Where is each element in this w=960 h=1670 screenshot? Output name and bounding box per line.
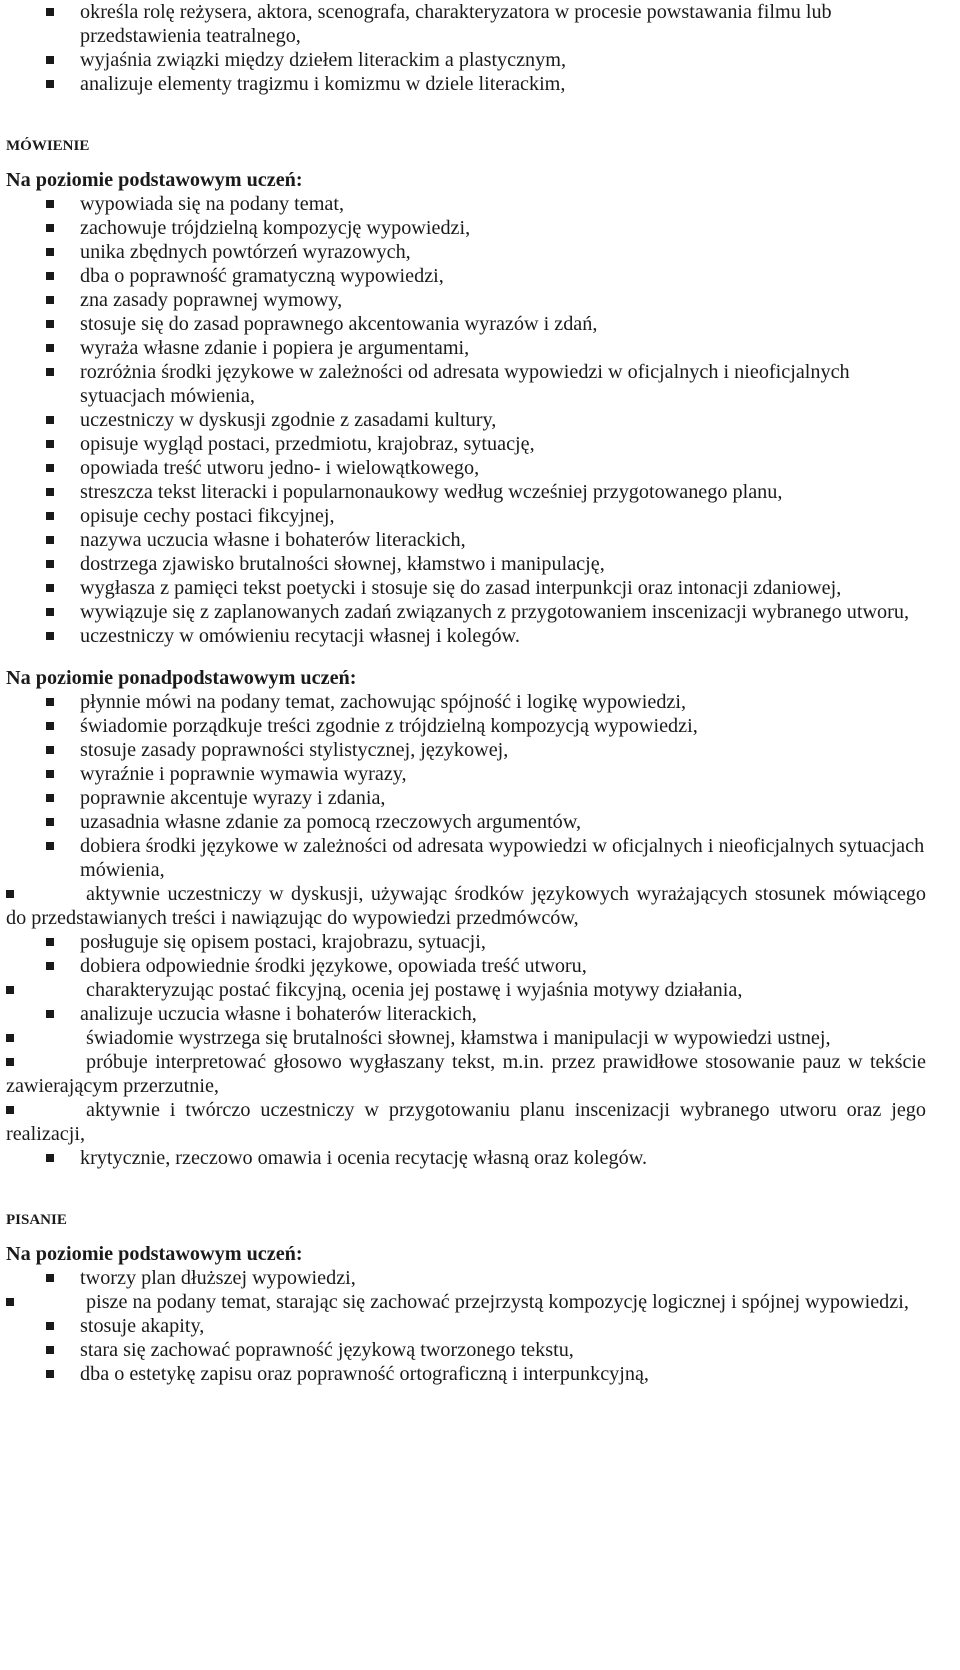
list-item-text: aktywnie i twórczo uczestniczy w przygotowaniu planu inscenizacji wybranego utworu oraz jego realizacji, (6, 1099, 926, 1145)
mowienie-basic-title: Na poziomie podstawowym uczeń: (6, 169, 303, 191)
pisanie-basic-list (6, 1266, 926, 1386)
bullet-icon (46, 1370, 54, 1378)
list-item-text: uczestniczy w dyskusji zgodnie z zasadami kultury, (80, 409, 497, 431)
bullet-icon (46, 1274, 54, 1282)
list-item-text: analizuje elementy tragizmu i komizmu w dziele literackim, (80, 73, 566, 95)
bullet-icon (6, 1106, 14, 1114)
bullet-icon (46, 770, 54, 778)
bullet-icon (46, 56, 54, 64)
list-item-text: dobiera środki językowe w zależności od adresata wypowiedzi w oficjalnych i nieoficjalnych sytuacjach mówienia, (80, 835, 925, 881)
bullet-icon (46, 938, 54, 946)
bullet-icon (46, 584, 54, 592)
list-item-text: wyraża własne zdanie i popiera je argumentami, (80, 337, 470, 359)
bullet-icon (46, 962, 54, 970)
list-item (6, 432, 926, 456)
list-item (6, 1290, 926, 1314)
list-item (6, 0, 926, 48)
list-item-text: pisze na podany temat, starając się zachować przejrzystą kompozycję logicznej i spójnej wypowiedzi, (86, 1291, 909, 1313)
intro-list (6, 0, 926, 96)
bullet-icon (46, 320, 54, 328)
bullet-icon (46, 8, 54, 16)
list-item (6, 576, 926, 600)
bullet-icon (46, 224, 54, 232)
bullet-icon (46, 368, 54, 376)
list-item (6, 954, 926, 978)
list-item (6, 762, 926, 786)
list-item-text: poprawnie akcentuje wyrazy i zdania, (80, 787, 386, 809)
list-item (6, 1026, 926, 1050)
list-item-text: stosuje akapity, (80, 1315, 205, 1337)
bullet-icon (6, 1034, 14, 1042)
mowienie-adv-title: Na poziomie ponadpodstawowym uczeń: (6, 667, 357, 689)
list-item (6, 288, 926, 312)
bullet-icon (46, 1154, 54, 1162)
list-item-text: dostrzega zjawisko brutalności słownej, kłamstwo i manipulację, (80, 553, 605, 575)
mowienie-adv-list (6, 690, 926, 1170)
list-item (6, 480, 926, 504)
bullet-icon (46, 296, 54, 304)
list-item-text: zachowuje trójdzielną kompozycję wypowiedzi, (80, 217, 471, 239)
bullet-icon (46, 608, 54, 616)
bullet-icon (46, 560, 54, 568)
list-item-text: tworzy plan dłuższej wypowiedzi, (80, 1267, 356, 1289)
bullet-icon (46, 536, 54, 544)
bullet-icon (46, 698, 54, 706)
bullet-icon (46, 248, 54, 256)
list-item (6, 624, 926, 648)
bullet-icon (46, 488, 54, 496)
list-item (6, 978, 926, 1002)
list-item-text: posługuje się opisem postaci, krajobrazu, sytuacji, (80, 931, 486, 953)
list-item-text: opisuje wygląd postaci, przedmiotu, krajobraz, sytuację, (80, 433, 535, 455)
list-item (6, 216, 926, 240)
list-item-text: rozróżnia środki językowe w zależności od adresata wypowiedzi w oficjalnych i nieoficjalnych sytuacjach mówienia, (80, 361, 850, 407)
bullet-icon (46, 200, 54, 208)
list-item-text: opowiada treść utworu jedno- i wielowątkowego, (80, 457, 480, 479)
list-item (6, 504, 926, 528)
mowienie-basic-list (6, 192, 926, 648)
list-item (6, 786, 926, 810)
bullet-icon (46, 1322, 54, 1330)
list-item (6, 360, 926, 408)
list-item (6, 312, 926, 336)
bullet-icon (46, 1346, 54, 1354)
list-item (6, 408, 926, 432)
bullet-icon (46, 794, 54, 802)
bullet-icon (46, 272, 54, 280)
bullet-icon (46, 464, 54, 472)
list-item (6, 690, 926, 714)
bullet-icon (46, 842, 54, 850)
list-item (6, 1314, 926, 1338)
list-item (6, 738, 926, 762)
list-item (6, 1002, 926, 1026)
bullet-icon (6, 986, 14, 994)
list-item-text: aktywnie uczestniczy w dyskusji, używając środków językowych wyrażających stosunek mówiącego do przedstawianych treści i nawiązując do wypowiedzi przedmówców, (6, 883, 926, 929)
list-item-text: opisuje cechy postaci fikcyjnej, (80, 505, 335, 527)
list-item-text: stara się zachować poprawność językową tworzonego tekstu, (80, 1339, 574, 1361)
list-item (6, 48, 926, 72)
list-item (6, 264, 926, 288)
list-item (6, 456, 926, 480)
list-item-text: unika zbędnych powtórzeń wyrazowych, (80, 241, 411, 263)
list-item (6, 834, 926, 882)
list-item (6, 600, 926, 624)
bullet-icon (46, 746, 54, 754)
list-item-text: stosuje się do zasad poprawnego akcentowania wyrazów i zdań, (80, 313, 598, 335)
bullet-icon (46, 722, 54, 730)
list-item (6, 1146, 926, 1170)
list-item-text: stosuje zasady poprawności stylistycznej, językowej, (80, 739, 509, 761)
list-item (6, 810, 926, 834)
list-item (6, 714, 926, 738)
list-item-text: dba o poprawność gramatyczną wypowiedzi, (80, 265, 444, 287)
section-title-mowienie: MÓWIENIE (6, 138, 90, 154)
list-item (6, 1266, 926, 1290)
bullet-icon (6, 1058, 14, 1066)
bullet-icon (6, 1298, 14, 1306)
list-item (6, 552, 926, 576)
list-item-text: wyjaśnia związki między dziełem literackim a plastycznym, (80, 49, 566, 71)
list-item-text: uczestniczy w omówieniu recytacji własnej i kolegów. (80, 625, 520, 647)
list-item-text: streszcza tekst literacki i popularnonaukowy według wcześniej przygotowanego planu, (80, 481, 783, 503)
list-item-text: nazywa uczucia własne i bohaterów literackich, (80, 529, 466, 551)
list-item (6, 1362, 926, 1386)
list-item (6, 1098, 926, 1146)
list-item (6, 882, 926, 930)
list-item-text: dobiera odpowiednie środki językowe, opowiada treść utworu, (80, 955, 587, 977)
list-item-text: wygłasza z pamięci tekst poetycki i stosuje się do zasad interpunkcji oraz intonacji zdaniowej, (80, 577, 842, 599)
list-item-text: uzasadnia własne zdanie za pomocą rzeczowych argumentów, (80, 811, 582, 833)
bullet-icon (46, 80, 54, 88)
list-item-text: wypowiada się na podany temat, (80, 193, 345, 215)
bullet-icon (46, 512, 54, 520)
list-item (6, 240, 926, 264)
list-item-text: wyraźnie i poprawnie wymawia wyrazy, (80, 763, 407, 785)
bullet-icon (46, 344, 54, 352)
list-item-text: krytycznie, rzeczowo omawia i ocenia recytację własną oraz kolegów. (80, 1147, 648, 1169)
list-item-text: zna zasady poprawnej wymowy, (80, 289, 343, 311)
list-item-text: płynnie mówi na podany temat, zachowując spójność i logikę wypowiedzi, (80, 691, 687, 713)
list-item-text: próbuje interpretować głosowo wygłaszany tekst, m.in. przez prawidłowe stosowanie pauz w tekście zawierającym przerzutnie, (6, 1051, 926, 1097)
list-item (6, 192, 926, 216)
list-item (6, 72, 926, 96)
list-item (6, 1338, 926, 1362)
pisanie-basic-title: Na poziomie podstawowym uczeń: (6, 1243, 303, 1265)
list-item-text: określa rolę reżysera, aktora, scenografa, charakteryzatora w procesie powstawania filmu lub przedstawienia teatralnego, (80, 1, 832, 47)
list-item-text: analizuje uczucia własne i bohaterów literackich, (80, 1003, 477, 1025)
bullet-icon (46, 632, 54, 640)
list-item-text: świadomie porządkuje treści zgodnie z trójdzielną kompozycją wypowiedzi, (80, 715, 698, 737)
list-item (6, 528, 926, 552)
section-title-pisanie: PISANIE (6, 1212, 67, 1228)
bullet-icon (46, 440, 54, 448)
bullet-icon (46, 1010, 54, 1018)
list-item-text: charakteryzując postać fikcyjną, ocenia jej postawę i wyjaśnia motywy działania, (86, 979, 743, 1001)
bullet-icon (46, 818, 54, 826)
list-item (6, 1050, 926, 1098)
list-item (6, 930, 926, 954)
list-item-text: dba o estetykę zapisu oraz poprawność ortograficzną i interpunkcyjną, (80, 1363, 649, 1385)
list-item-text: wywiązuje się z zaplanowanych zadań związanych z przygotowaniem inscenizacji wybranego utworu, (80, 601, 910, 623)
list-item-text: świadomie wystrzega się brutalności słownej, kłamstwa i manipulacji w wypowiedzi ustnej, (86, 1027, 831, 1049)
bullet-icon (6, 890, 14, 898)
list-item (6, 336, 926, 360)
bullet-icon (46, 416, 54, 424)
